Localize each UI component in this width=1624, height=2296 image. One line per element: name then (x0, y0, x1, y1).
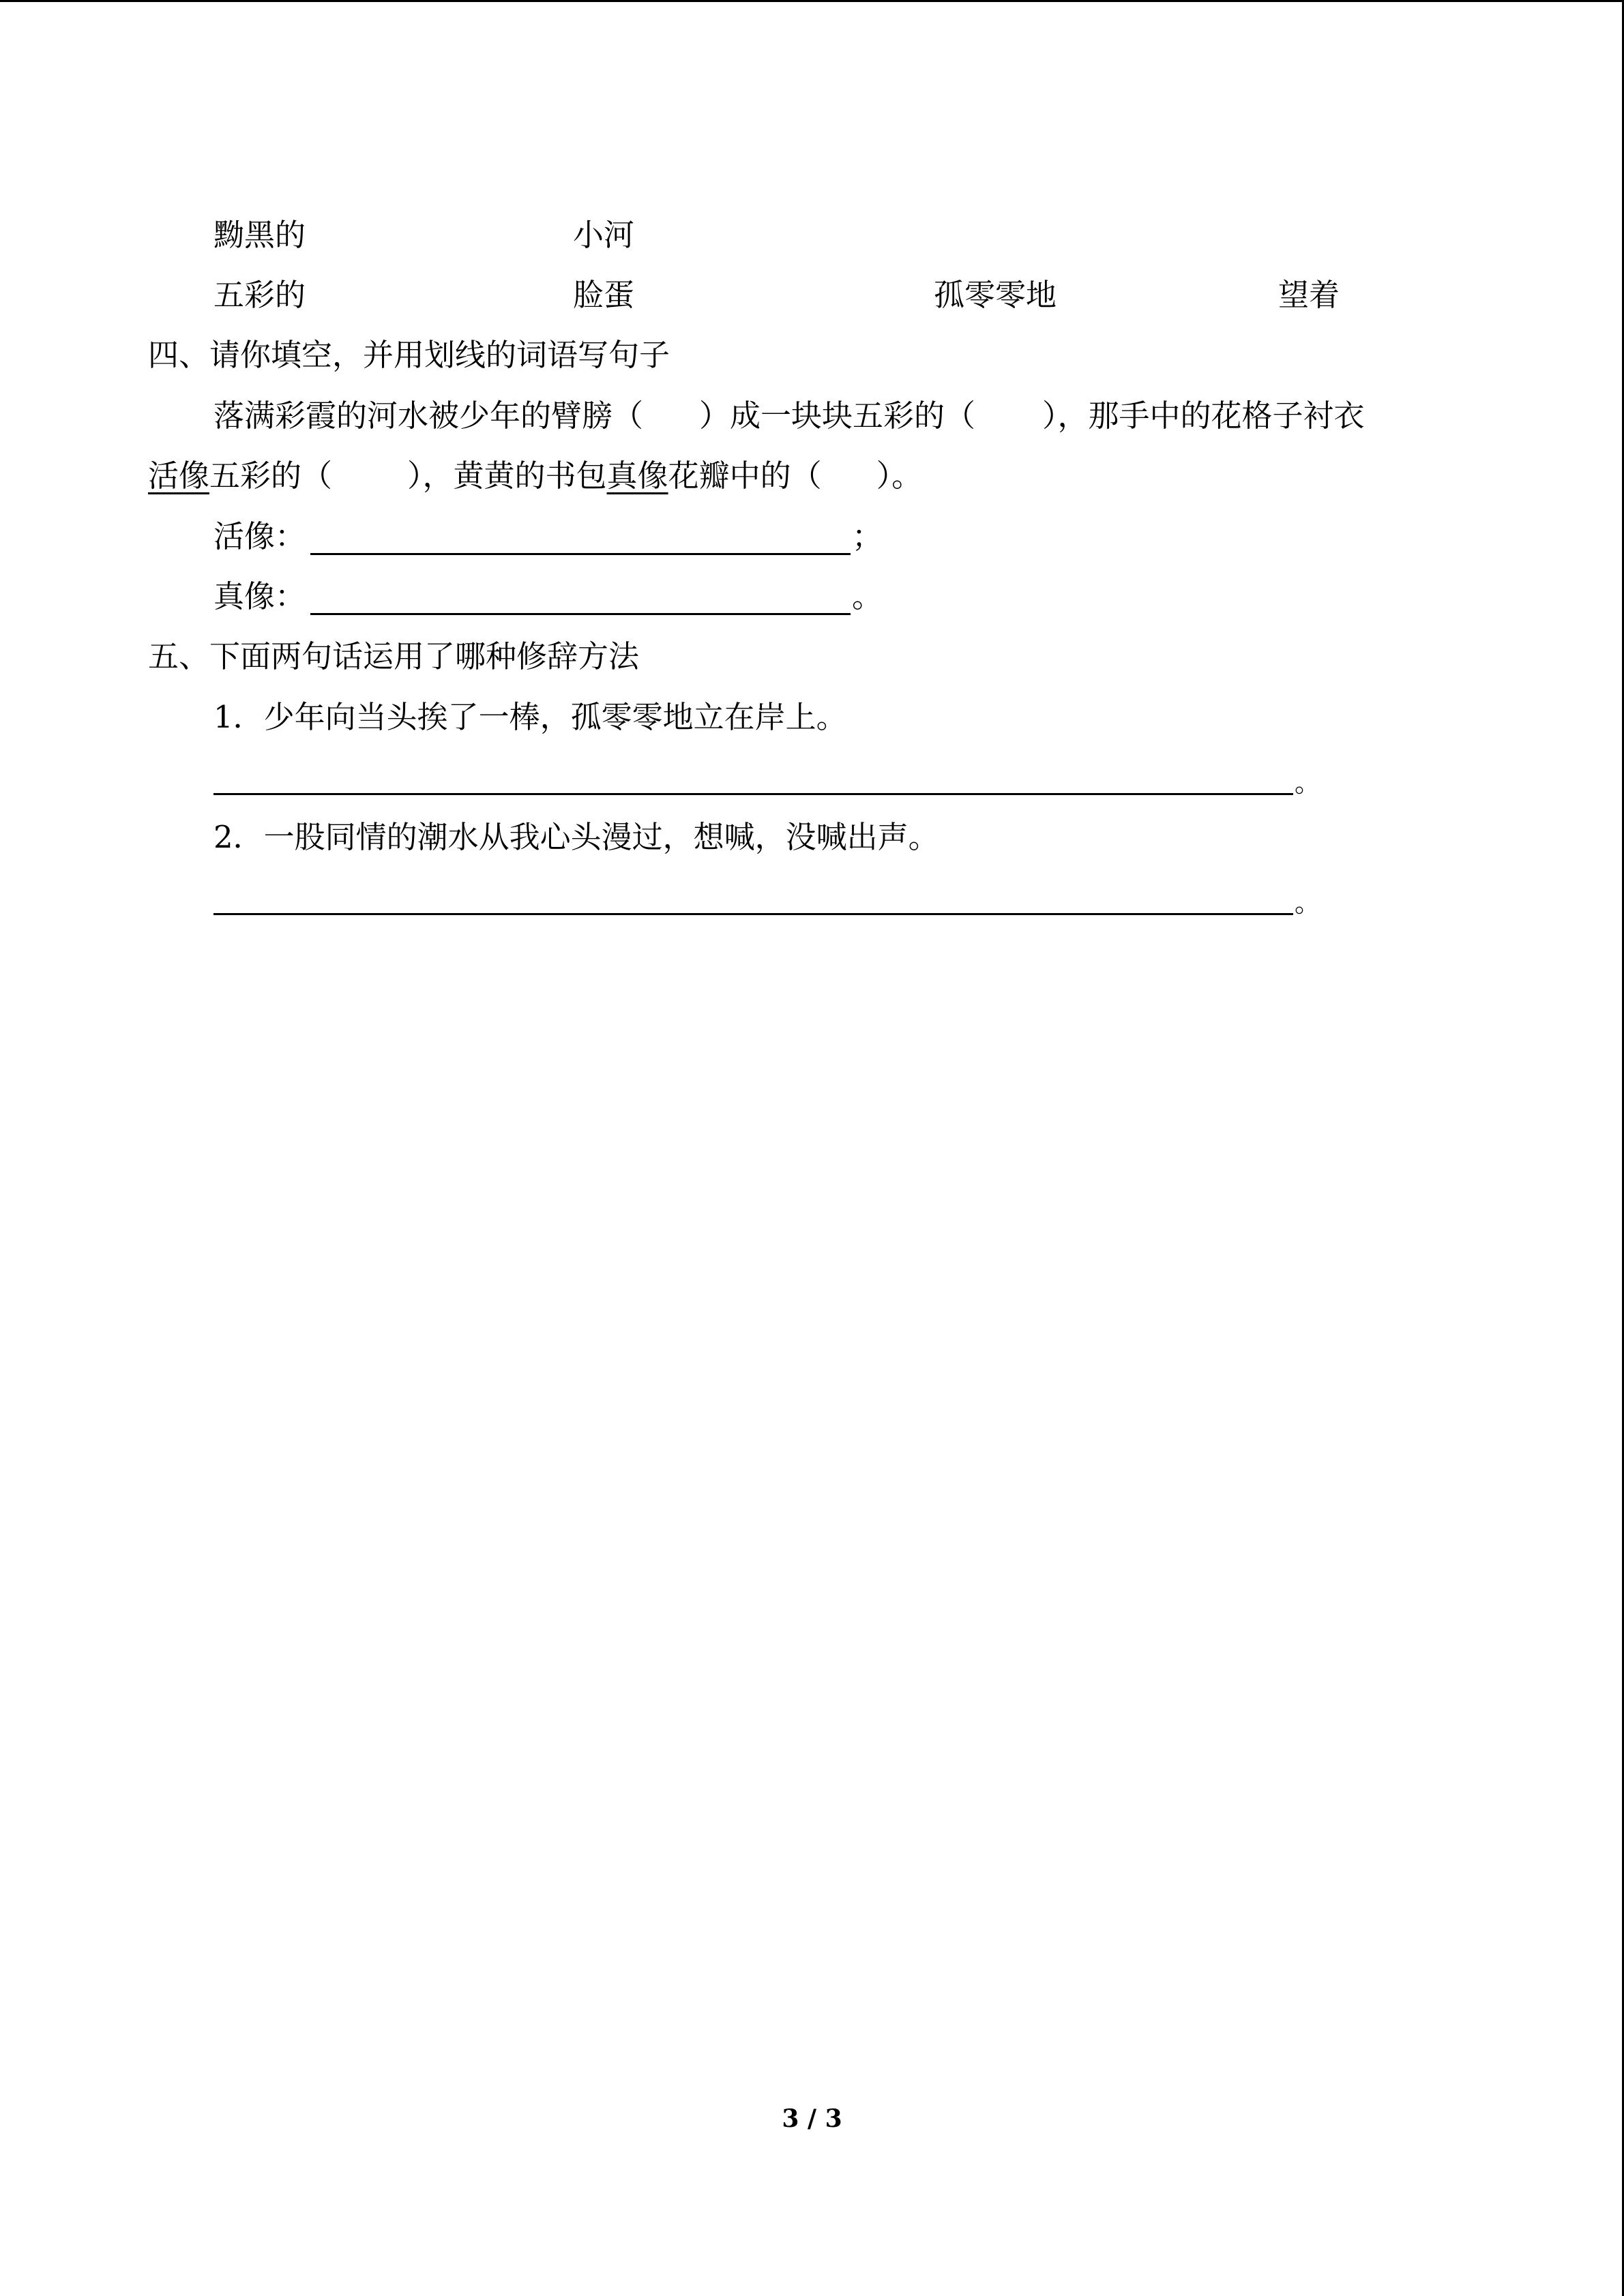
para-text-1: 落满彩霞的河水被少年的臂膀（ (213, 398, 644, 434)
match-word-left-2: 五彩的 (213, 277, 306, 313)
page-number: 3 / 3 (782, 2104, 842, 2133)
match-word-right-3: 望着 (1278, 277, 1340, 313)
section4-heading: 四、请你填空，并用划线的词语写句子 (148, 337, 670, 373)
fill-label-zhenxiang: 真像： (213, 578, 306, 614)
fill-end-huoxiang: ； (852, 518, 883, 554)
para-text-4: 五彩的（ (209, 458, 333, 494)
match-word-right-1: 小河 (573, 217, 635, 253)
section5-heading: 五、下面两句话运用了哪种修辞方法 (148, 638, 640, 674)
answer-line-q2[interactable] (213, 913, 1293, 915)
match-word-left-3: 孤零零地 (934, 277, 1057, 313)
underlined-word-huoxiang: 活像 (148, 458, 210, 494)
page-border-top (0, 0, 1624, 2)
answer-line-huoxiang[interactable] (310, 553, 851, 555)
match-word-right-2: 脸蛋 (573, 277, 635, 313)
para-text-6: 花瓣中的（ (668, 458, 822, 494)
section4-paragraph-line2 (148, 456, 922, 496)
para-text-3: ），那手中的花格子衬衣 (1042, 398, 1365, 434)
question-2: 2．一股同情的潮水从我心头漫过，想喊，没喊出声。 (213, 819, 939, 855)
question-1: 1．少年向当头挨了一棒，孤零零地立在岸上。 (213, 699, 847, 735)
match-word-left-1: 黝黑的 (213, 217, 306, 253)
fill-label-huoxiang: 活像： (213, 518, 306, 554)
answer-end-q1: 。 (1295, 768, 1321, 798)
para-text-7: ）。 (876, 458, 923, 494)
underlined-word-zhenxiang: 真像 (606, 458, 668, 494)
para-text-2: ）成一块块五彩的（ (699, 398, 976, 434)
answer-line-zhenxiang[interactable] (310, 613, 851, 615)
answer-line-q1[interactable] (213, 793, 1293, 795)
answer-end-q2: 。 (1295, 888, 1321, 918)
fill-end-zhenxiang: 。 (852, 578, 883, 614)
para-text-5: ），黄黄的书包 (407, 458, 607, 494)
section4-paragraph-line1 (213, 396, 1365, 436)
